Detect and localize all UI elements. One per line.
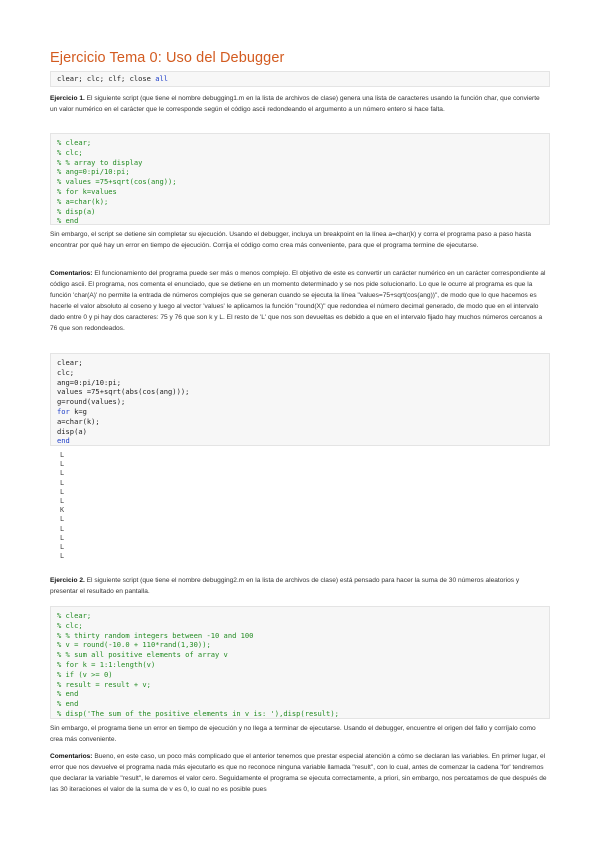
output-line: L <box>60 487 65 496</box>
output-line: L <box>60 496 65 505</box>
code-text: values =75+sqrt(abs(cos(ang))); <box>57 387 190 397</box>
code-line <box>57 417 543 427</box>
code-line: % values =75+sqrt(cos(ang)); <box>57 177 177 187</box>
exercise-2-text: El siguiente script (que tiene el nombre debugging2.m en la lista de archivos de clase) está pensado para hacer la suma de 30 números aleatorios y presentar el resultado en pantalla. <box>50 577 520 595</box>
comments-heading: Comentarios: <box>50 270 93 277</box>
exercise-2-heading: Ejercicio 2. <box>50 577 85 584</box>
exercise-1-statement <box>50 93 547 115</box>
code-line <box>57 387 543 397</box>
code-line: % clc; <box>57 620 83 630</box>
code-line: % for k = 1:1:length(v) <box>57 659 156 669</box>
code-text: clear; <box>57 358 83 367</box>
code-block-debugging2 <box>50 606 550 719</box>
code-text: ang=0:pi/10:pi; <box>57 377 122 387</box>
code-line: % end <box>57 689 79 699</box>
code-line: % v = round(-10.0 + 110*rand(1,30)); <box>57 640 211 650</box>
code-text: g=round(values); <box>57 397 126 407</box>
code-line <box>57 378 543 388</box>
code-line <box>57 397 543 407</box>
output-line: L <box>60 469 65 478</box>
code-line: % ang=0:pi/10:pi; <box>57 167 130 177</box>
code-text: clc; <box>57 367 75 377</box>
code-text: k=g <box>69 406 87 416</box>
code-line: % if (v >= 0) <box>57 669 113 679</box>
output-line: L <box>60 515 65 524</box>
code-block-corrected <box>50 353 550 446</box>
code-line: % for k=values <box>57 186 117 196</box>
code-keyword: for <box>57 406 70 416</box>
comments-text: El funcionamiento del programa puede ser más o menos complejo. El objetivo de este es convertir un carácter numérico en un carácter correspondiente al código ascii. El programa, nos comenta el enunciado, que se detiene en un momento determinado y se nos pide solucionarlo. Lo que le ocurre al programa es que la función 'char(A)' no permite la entrada de números complejos que se generan cuando se ejecuta la línea "values=75+sqrt(cos(ang))", de modo que lo que hacemos es hacerle el valor absoluto al coseno y luego al vector 'values' le aplicamos la función "round(X)" que redondea el número decimal generado, de modo que en el intervalo dado entre 0 y pi hay dos caracteres: 75 y 76 que son k y L. El resto de 'L' que nos son devueltas es debido a que en el intervalo fijado hay muchos números cercanos a 76 que son redondeados. <box>50 270 546 332</box>
exercise-1-heading: Ejercicio 1. <box>50 95 85 102</box>
code-line: % % sum all positive elements of array v <box>57 650 228 660</box>
code-keyword: end <box>57 436 70 446</box>
code-text: a=char(k); <box>57 416 100 426</box>
code-line: % clear; <box>57 611 92 620</box>
code-line: % result = result + v; <box>57 679 151 689</box>
code-line: % % array to display <box>57 157 143 167</box>
code-line: % % thirty random integers between -10 and 100 <box>57 630 254 640</box>
code-line: % clear; <box>57 138 92 147</box>
program-output <box>60 451 64 561</box>
code-block-clear <box>50 71 550 87</box>
code-line <box>57 368 543 378</box>
code-line: % disp('The sum of the positive elements in v is: '),disp(result); <box>57 708 339 718</box>
code-line <box>57 407 543 417</box>
code-line: % a=char(k); <box>57 196 109 206</box>
exercise-1-text: El siguiente script (que tiene el nombre debugging1.m en la lista de archivos de clase) genera una lista de caracteres usando la función char, que convierte un valor numérico en el carácter que le corresponde según el código ascii redondeando el argumento a un número entero si hace falta. <box>50 95 540 113</box>
code-line <box>57 358 543 368</box>
code-line: % clc; <box>57 147 83 157</box>
output-line: L <box>60 451 65 459</box>
code-keyword: all <box>155 74 169 83</box>
code-block-debugging1 <box>50 133 550 225</box>
output-line: L <box>60 552 65 561</box>
comments-text: Bueno, en este caso, un poco más complicado que el anterior tenemos que prestar especial atención a cómo se declaran las variables. En primer lugar, el error que nos devuelve el programa nada más ejecutarlo es que no reconoce ninguna variable llamada "result", con lo cual, antes de comenzar la cadena 'for' tendremos que declarar la variable "result", le daremos el valor cero. Seguidamente el programa se ejecuta correctamente, a priori, sin embargo, nos percatamos de que después de las 30 iteraciones el valor de la suma de v es 0, lo cual no es posible pues <box>50 753 547 793</box>
comments-heading: Comentarios: <box>50 753 93 760</box>
code-line <box>57 427 543 437</box>
output-line: L <box>60 542 65 551</box>
exercise-2-instructions: Sin embargo, el programa tiene un error en tiempo de ejecución y no llega a terminar de ejecutarse. Usando el debugger, encuentre el origen del fallo y corríjalo como crea más conveniente. <box>50 725 536 743</box>
output-line: L <box>60 460 65 469</box>
output-line: K <box>60 506 65 515</box>
code-line: % end <box>57 216 79 226</box>
code-line: % end <box>57 699 79 709</box>
code-text: disp(a) <box>57 426 87 436</box>
code-text: clear; clc; clf; close <box>57 74 156 83</box>
output-line: L <box>60 524 65 533</box>
code-line: % disp(a) <box>57 206 96 216</box>
exercise-1-comments <box>50 268 547 334</box>
output-line: L <box>60 478 65 487</box>
exercise-1-instructions: Sin embargo, el script se detiene sin completar su ejecución. Usando el debugger, incluya un breakpoint en la línea a=char(k) y corra el programa paso a paso hasta encontrar por qué hay un error en tiempo de ejecución. Corrija el código como crea más conveniente, para que el programa termine de ejecutarse. <box>50 231 532 249</box>
exercise-2-comments <box>50 751 547 795</box>
code-line <box>57 436 543 446</box>
page-title: Ejercicio Tema 0: Uso del Debugger <box>50 50 285 66</box>
output-line: L <box>60 533 65 542</box>
exercise-2-statement <box>50 575 547 597</box>
